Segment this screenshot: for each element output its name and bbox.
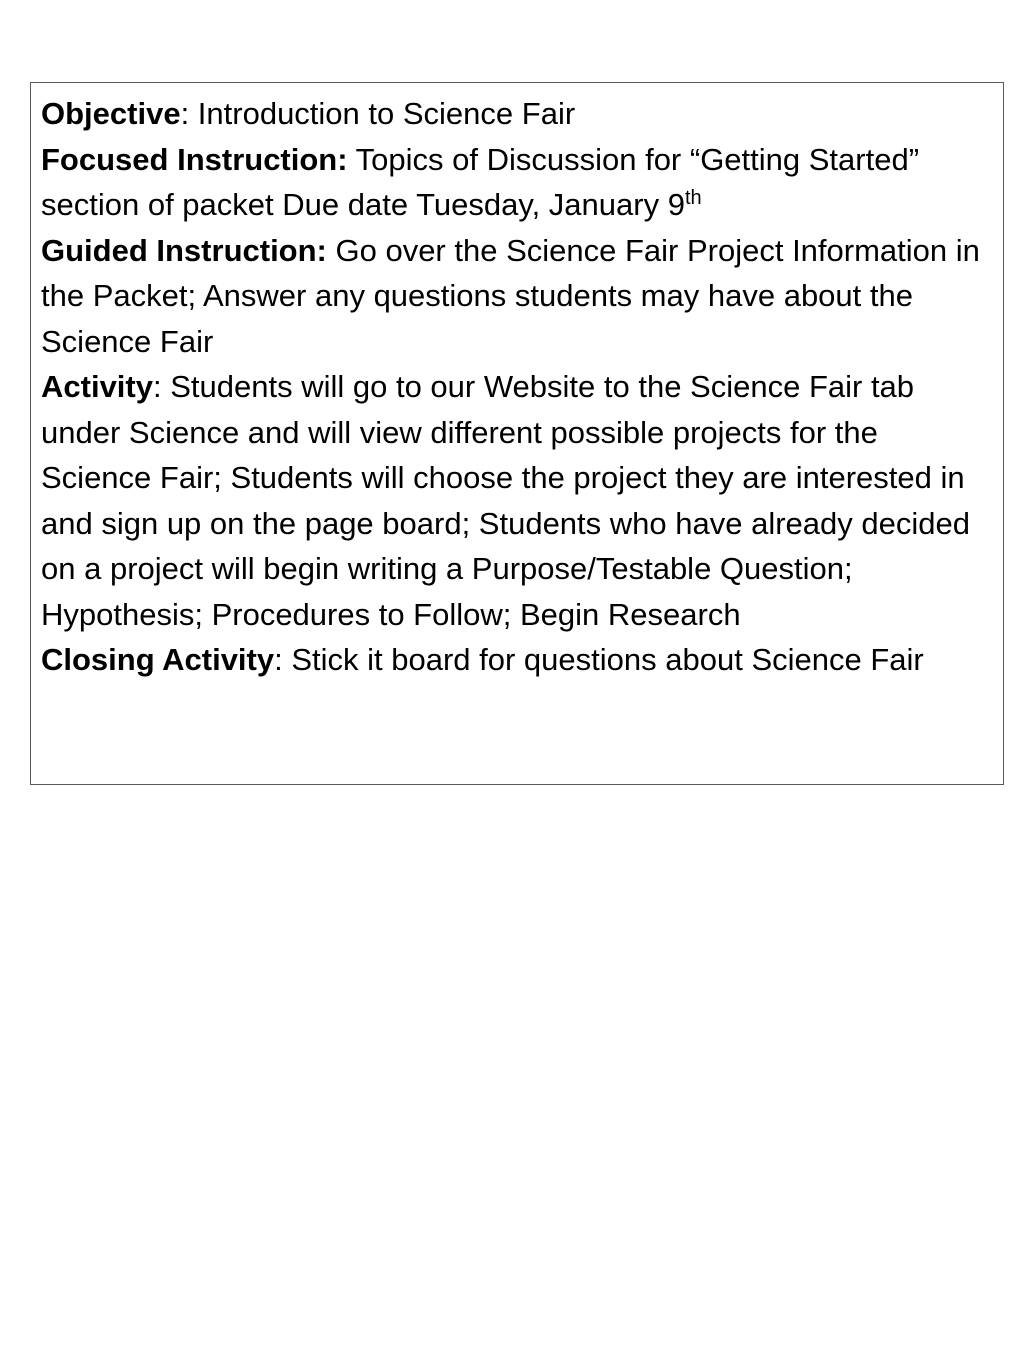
- focused-instruction-text: Topics of Discussion for “Getting Started” section of packet Due date Tuesday, January 9: [41, 141, 920, 222]
- activity-text: Students will go to our Website to the Science Fair tab under Science and will view different possible projects for the Science Fair; Students will choose the project they are interested in and sign up on the page board; Students who have already decided on a project will begin writing a Purpose/Testable Question; Hypothesis; Procedures to Follow; Begin Research: [41, 369, 970, 632]
- objective-text: Introduction to Science Fair: [197, 96, 576, 131]
- lesson-plan-box: [30, 82, 1004, 785]
- objective-label: Objective: [41, 96, 181, 131]
- focused-instruction-paragraph: [41, 137, 993, 228]
- objective-paragraph: [41, 91, 993, 137]
- closing-activity-paragraph: [41, 637, 993, 683]
- activity-paragraph: [41, 364, 993, 637]
- closing-activity-separator: :: [274, 642, 292, 677]
- closing-activity-text: Stick it board for questions about Science Fair: [291, 642, 924, 677]
- closing-activity-label: Closing Activity: [41, 642, 275, 677]
- ordinal-suffix: th: [684, 187, 702, 209]
- guided-instruction-text: Go over the Science Fair Project Information in the Packet; Answer any questions students may have about the Science Fair: [41, 232, 980, 359]
- guided-instruction-paragraph: [41, 228, 993, 365]
- focused-instruction-label: Focused Instruction:: [41, 141, 348, 177]
- activity-separator: :: [152, 369, 171, 404]
- guided-instruction-label: Guided Instruction:: [41, 232, 327, 268]
- objective-separator: :: [180, 96, 198, 131]
- activity-label: Activity: [41, 369, 153, 404]
